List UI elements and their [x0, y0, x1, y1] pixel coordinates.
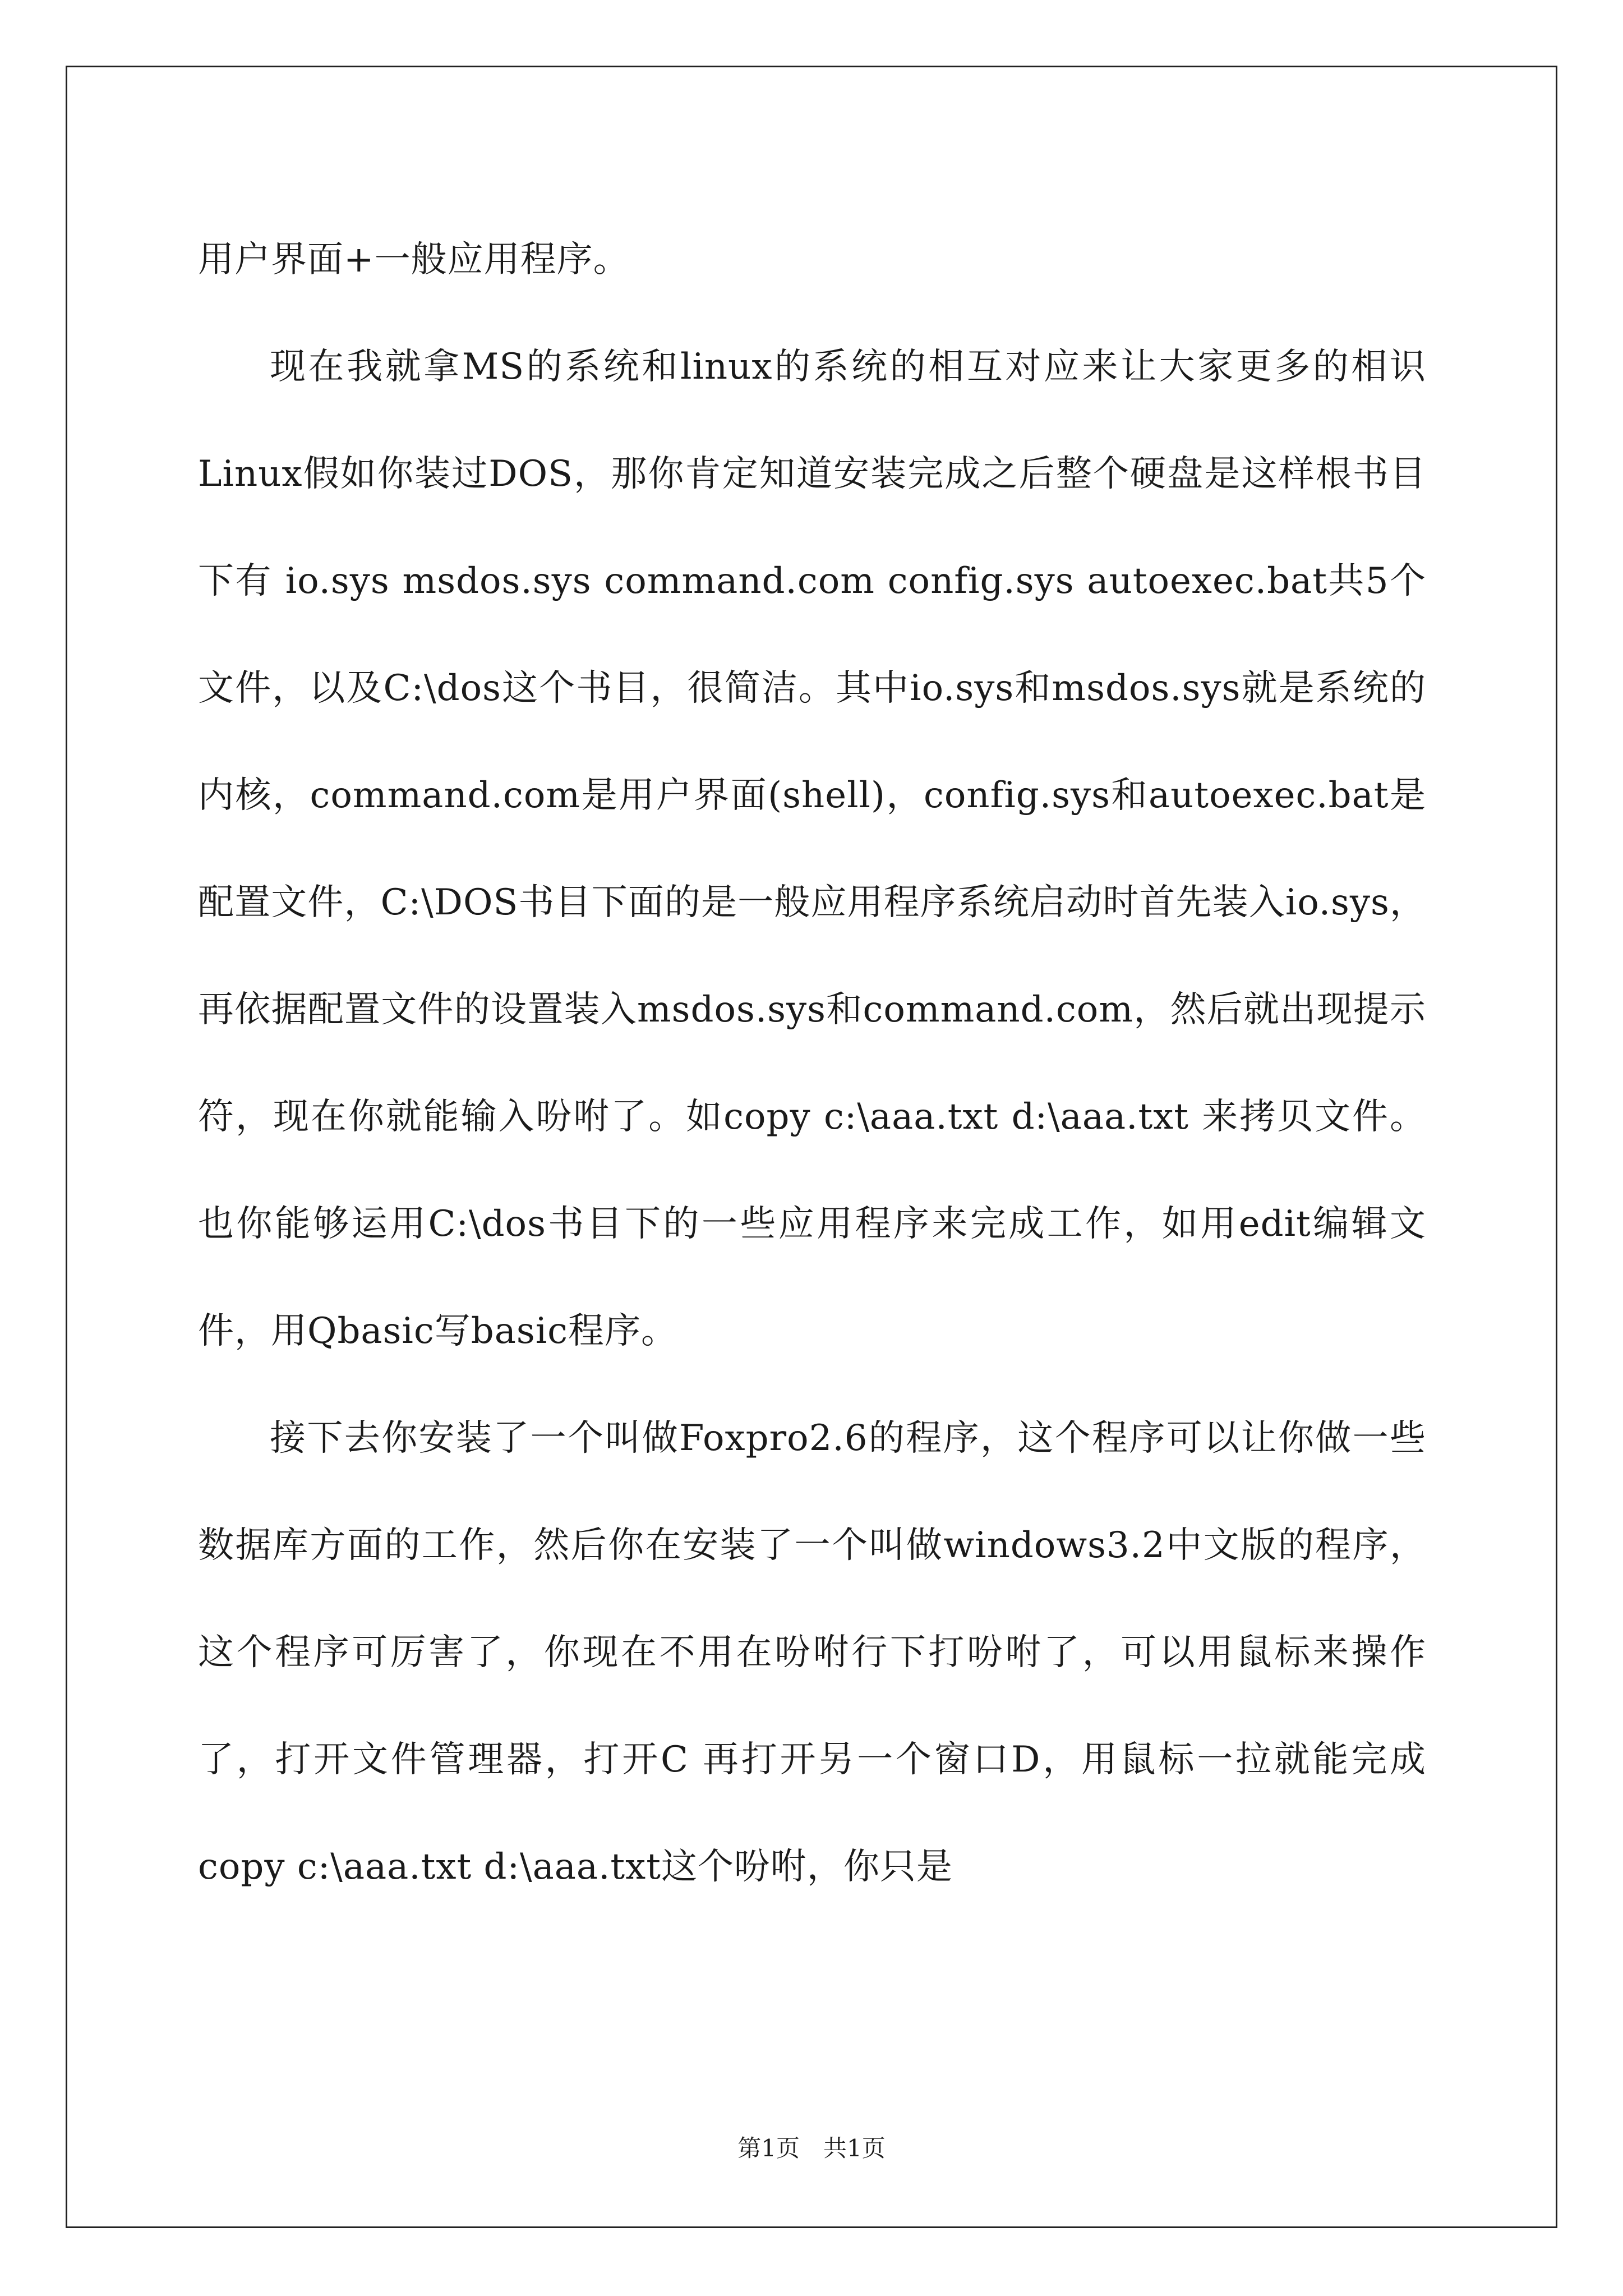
page-number-footer: 第1页 共1页 — [737, 2134, 886, 2162]
paragraph-3: 接下去你安装了一个叫做Foxpro2.6的程序，这个程序可以让你做一些数据库方面的工作，然后你在安装了一个叫做windows3.2中文版的程序，这个程序可厉害了，你现在不用在吩咐行下打吩咐了，可以用鼠标来操作了，打开文件管理器，打开C 再打开另一个窗口D，用鼠标一拉就能完成copy c:\aaa.txt d:\aaa.txt这个吩咐，你只是 — [198, 1418, 1426, 1888]
document-body — [198, 206, 1426, 1921]
paragraph-2: 现在我就拿MS的系统和linux的系统的相互对应来让大家更多的相识Linux假如你装过DOS，那你肯定知道安装完成之后整个硬盘是这样根书目下有 io.sys msdos.sys command.com config.sys autoexec.bat共5个文件，以及C:\dos这个书目，很简洁。其中io.sys和msdos.sys就是系统的内核，command.com是用户界面(shell)，config.sys和autoexec.bat是配置文件，C:\DOS书目下面的是一般应用程序系统启动时首先装入io.sys，再依据配置文件的设置装入msdos.sys和command.com，然后就出现提示符，现在你就能输入吩咐了。如copy c:\aaa.txt d:\aaa.txt 来拷贝文件。也你能够运用C:\dos书目下的一些应用程序来完成工作，如用edit编辑文件，用Qbasic写basic程序。 — [198, 346, 1426, 1352]
paragraph-1: 用户界面+一般应用程序。 — [198, 239, 630, 280]
